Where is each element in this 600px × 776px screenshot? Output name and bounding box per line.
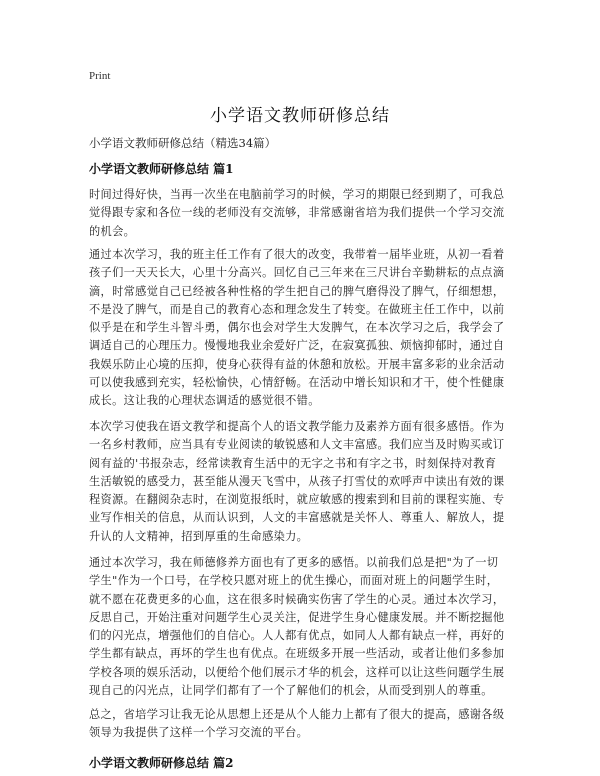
document-subtitle: 小学语文教师研修总结（精选34篇） (89, 136, 277, 150)
page-title: 小学语文教师研修总结 (210, 106, 390, 126)
paragraph-line: 总之，省培学习让我无论从思想上还是从个人能力上都有了很大的提高，感谢各级 (89, 708, 505, 721)
paragraph-line: 领导为我提供了这样一个学习交流的平台。 (89, 726, 309, 740)
paragraph-4 (89, 554, 517, 700)
paragraph-line: 学校各项的娱乐活动，以便给个他们展示才华的机会，这样可以让这些问题学生展 (89, 665, 505, 679)
paragraph-line: 的机会。 (89, 224, 136, 238)
section-heading-2: 小学语文教师研修总结 篇2 (89, 756, 234, 770)
paragraph-line: 阅有益的'书报杂志，经常读教育生活中的无字之书和有字之书，时刻保持对教育 (89, 456, 497, 470)
paragraph-line: 生活敏锐的感受力，甚至能从漫天飞雪中，从孩子打雪仗的欢呼声中读出有效的课 (89, 474, 505, 488)
paragraph-line: 学生"作为一个口号，在学校只愿对班上的优生操心，而面对班上的问题学生时， (89, 574, 499, 588)
paragraph-3 (89, 418, 517, 546)
print-link[interactable]: Print (89, 70, 111, 82)
paragraph-line: 可以使我感到充实，轻松愉快，心情舒畅。在活动中增长知识和才干，使个性健康 (89, 376, 505, 390)
paragraph-line: 就不愿在花费更多的心血，这在很多时候确实伤害了学生的心灵。通过本次学习， (89, 592, 505, 606)
paragraph-line: 通过本次学习，我的班主任工作有了很大的改变，我带着一届毕业班，从初一看着 (89, 248, 505, 261)
paragraph-line: 通过本次学习，我在师德修养方面也有了更多的感悟。以前我们总是把"为了一切 (89, 556, 499, 569)
paragraph-line: 现自己的闪光点，让同学们都有了一个了解他们的机会，从而受到别人的尊重。 (89, 684, 493, 698)
paragraph-line: 成长。这让我的心理状态调适的感觉很不错。 (89, 394, 320, 408)
paragraph-5 (89, 706, 517, 743)
paragraph-line: 升认的人文精神，招到厚重的生命感染力。 (89, 529, 309, 543)
paragraph-1 (89, 186, 517, 241)
paragraph-line: 似乎是在和学生斗智斗勇，偶尔也会对学生大发脾气，在本次学习之后，我学会了 (89, 321, 505, 335)
section-heading-1: 小学语文教师研修总结 篇1 (89, 162, 234, 176)
paragraph-line: 不是没了脾气，而是自己的教育心态和理念发生了转变。在做班主任工作中，以前 (89, 302, 505, 316)
paragraph-2 (89, 246, 517, 411)
paragraph-line: 孩子们一天天长大，心里十分高兴。回忆自己三年来在三尺讲台辛勤耕耘的点点滴 (89, 266, 505, 280)
paragraph-line: 一名乡村教师，应当具有专业阅读的敏锐感和人文丰富感。我们应当及时购买或订 (89, 438, 505, 452)
paragraph-line: 们的闪光点，增强他们的自信心。人人都有优点，如同人人都有缺点一样，再好的 (89, 629, 505, 643)
paragraph-line: 反思自己，开始注重对问题学生心灵关注，促进学生身心健康发展。并不断挖掘他 (89, 610, 505, 624)
paragraph-line: 程资源。在翻阅杂志时，在浏览报纸时，就应敏感的搜索到和目前的课程实施、专 (89, 493, 505, 507)
paragraph-line: 滴，时常感觉自己已经被各种性格的学生把自己的脾气磨得没了脾气，仔细想想， (89, 284, 505, 298)
paragraph-line: 调适自己的心理压力。慢慢地我业余爱好广泛，在寂寞孤独、烦恼抑郁时，通过自 (89, 339, 505, 353)
paragraph-line: 觉得跟专家和各位一线的老师没有交流够，非常感谢省培为我们提供一个学习交流 (89, 206, 505, 220)
paragraph-line: 我娱乐防止心境的压抑，使身心获得有益的休憩和放松。开展丰富多彩的业余活动 (89, 357, 505, 371)
paragraph-line: 本次学习使我在语文教学和提高个人的语文教学能力及素养方面有很多感悟。作为 (89, 420, 505, 433)
paragraph-line: 时间过得好快，当再一次坐在电脑前学习的时候，学习的期限已经到期了，可我总 (89, 188, 505, 201)
paragraph-line: 学生都有缺点，再坏的学生也有优点。在班级多开展一些活动，或者让他们多参加 (89, 647, 505, 661)
paragraph-line: 业写作相关的信息，从而认识到，人文的丰富感就是关怀人、尊重人、解放人，提 (89, 511, 505, 525)
